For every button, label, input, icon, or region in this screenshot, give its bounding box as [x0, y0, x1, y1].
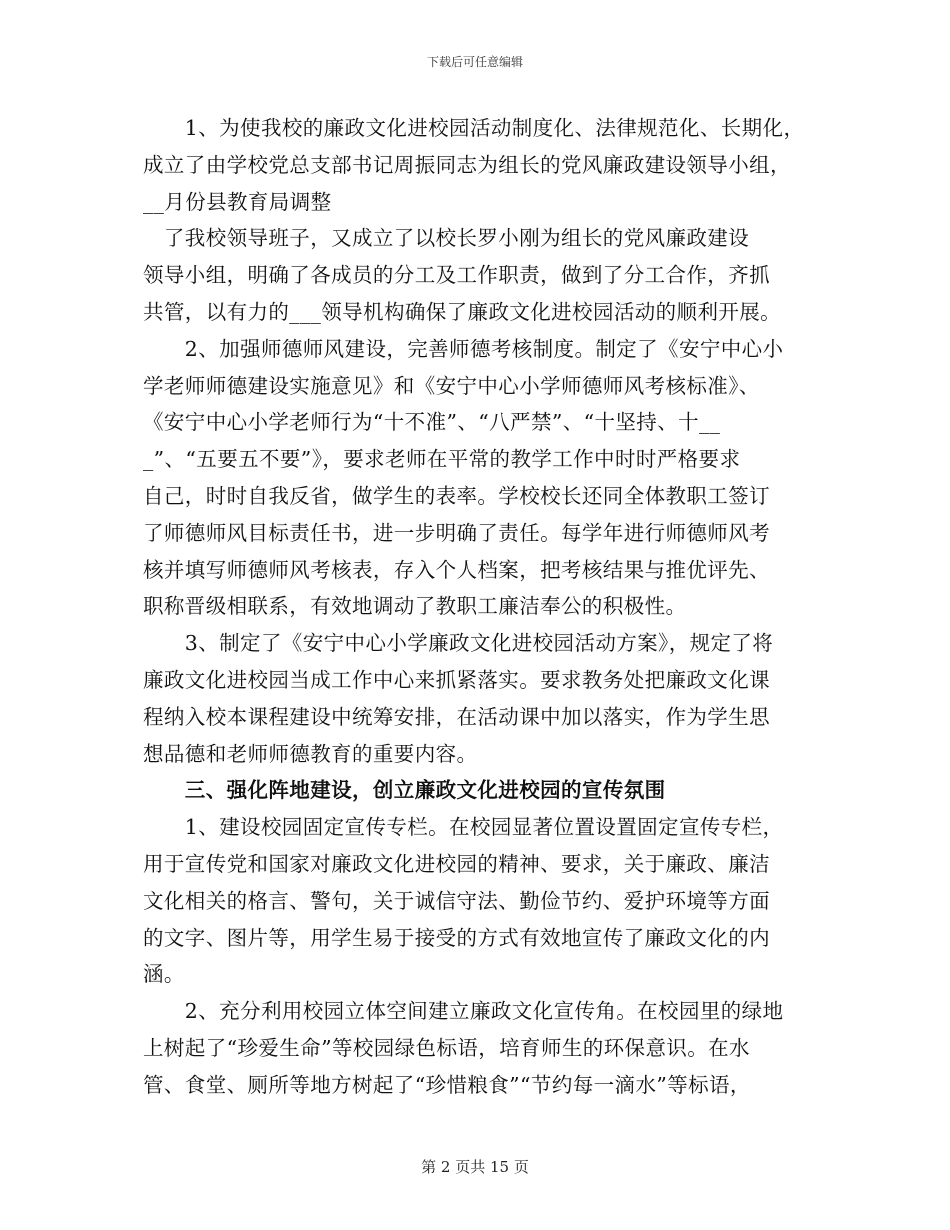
text-line: 想品德和老师师德教育的重要内容。: [143, 741, 478, 766]
text-line: 3、制定了《安宁中心小学廉政文化进校园活动方案》，规定了将: [143, 631, 774, 656]
document-body: [143, 110, 813, 1104]
text-line: 《安宁中心小学老师行为“十不准”、“八严禁”、“十坚持、十__: [143, 410, 721, 435]
text-line: 程纳入校本课程建设中统筹安排，在活动课中加以落实，作为学生思: [143, 704, 770, 729]
text-line: _”、“五要五不要”》，要求老师在平常的教学工作中时时严格要求: [143, 447, 741, 472]
text-line: 用于宣传党和国家对廉政文化进校园的精神、要求，关于廉政、廉洁: [143, 851, 770, 876]
text-line: 文化相关的格言、警句，关于诚信守法、勤俭节约、爱护环境等方面: [143, 888, 770, 913]
text-line: 自己，时时自我反省，做学生的表率。学校校长还同全体教职工签订: [143, 483, 770, 508]
text-line: 职称晋级相联系，有效地调动了教职工廉洁奉公的积极性。: [143, 594, 687, 619]
text-line: 2、充分利用校园立体空间建立廉政文化宣传角。在校园里的绿地: [143, 999, 784, 1024]
text-line: 了师德师风目标责任书，进一步明确了责任。每学年进行师德师风考: [143, 520, 770, 545]
text-line: 1、建设校园固定宣传专栏。在校园显著位置设置固定宣传专栏，: [143, 815, 784, 840]
section-heading: 三、强化阵地建设，创立廉政文化进校园的宣传氛围: [143, 778, 666, 803]
text-line: 的文字、图片等，用学生易于接受的方式有效地宣传了廉政文化的内: [143, 925, 770, 950]
text-line: 成立了由学校党总支部书记周振同志为组长的党风廉政建设领导小组，: [143, 152, 791, 177]
text-line: 管、食堂、厕所等地方树起了“珍惜粮食”“节约每一滴水”等标语，: [143, 1072, 751, 1097]
text-line: 上树起了“珍爱生命”等校园绿色标语，培育师生的环保意识。在水: [143, 1035, 750, 1060]
text-line: 廉政文化进校园当成工作中心来抓紧落实。要求教务处把廉政文化课: [143, 667, 770, 692]
text-line: 2、加强师德师风建设，完善师德考核制度。制定了《安宁中心小: [143, 336, 784, 361]
text-line: 1、为使我校的廉政文化进校园活动制度化、法律规范化、长期化，: [143, 116, 805, 140]
text-line: 核并填写师德师风考核表，存入个人档案，把考核结果与推优评先、: [143, 557, 770, 582]
text-line: 共管，以有力的___领导机构确保了廉政文化进校园活动的顺利开展。: [143, 299, 782, 324]
page-footer: 第 2 页共 15 页: [421, 1158, 529, 1176]
text-line: 了我校领导班子，又成立了以校长罗小刚为组长的党风廉政建设: [143, 226, 750, 251]
text-line: 涵。: [143, 962, 185, 987]
text-line: 领导小组，明确了各成员的分工及工作职责，做到了分工合作，齐抓: [143, 263, 770, 288]
page-header: 下载后可任意编辑: [426, 55, 523, 69]
text-line: __月份县教育局调整: [143, 189, 332, 214]
text-line: 学老师师德建设实施意见》和《安宁中心小学师德师风考核标准》、: [143, 373, 760, 398]
